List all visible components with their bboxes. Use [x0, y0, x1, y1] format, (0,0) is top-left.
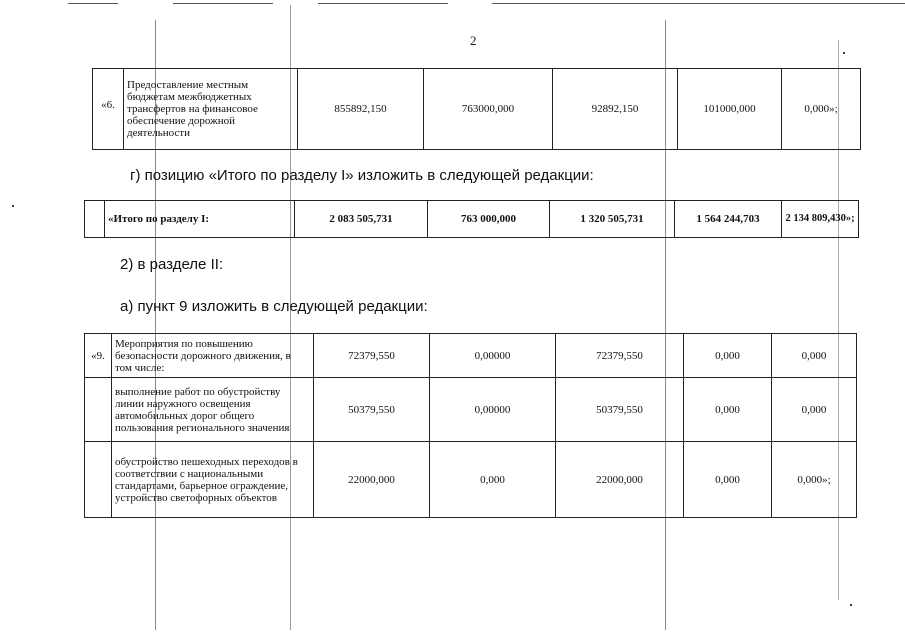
row-number: «9.: [85, 334, 112, 378]
scan-edge-line: [173, 3, 273, 4]
value-cell: 0,000: [430, 442, 556, 518]
value-cell: 763000,000: [424, 69, 553, 150]
value-cell: 50379,550: [314, 378, 430, 442]
value-cell: 101000,000: [678, 69, 782, 150]
table-item-6: [92, 68, 861, 150]
value-cell: 0,000: [772, 334, 857, 378]
value-cell: 50379,550: [556, 378, 684, 442]
value-cell: 0,00000: [430, 334, 556, 378]
value-cell: 92892,150: [553, 69, 678, 150]
value-cell: 2 134 809,430»;: [782, 201, 859, 238]
value-cell: 0,000»;: [782, 69, 861, 150]
table-item-9: [84, 333, 857, 518]
value-cell: 0,000: [684, 334, 772, 378]
value-cell: 1 564 244,703: [675, 201, 782, 238]
row-name: обустройство пешеходных переходов в соответствии с национальными стандартами, барьерное ограждение, устройство светофорных объектов: [112, 442, 314, 518]
value-cell: 2 083 505,731: [295, 201, 428, 238]
value-cell: 0,00000: [430, 378, 556, 442]
row-number: [85, 442, 112, 518]
row-name: Предоставление местным бюджетам межбюджетных трансфертов на финансовое обеспечение дорожной деятельности: [124, 69, 298, 150]
value-cell: 0,000: [772, 378, 857, 442]
scan-edge-line: [318, 3, 448, 4]
value-cell: 855892,150: [298, 69, 424, 150]
value-cell: 0,000: [684, 442, 772, 518]
scan-speck: [12, 205, 14, 207]
value-cell: 72379,550: [556, 334, 684, 378]
table-row: [93, 69, 861, 150]
value-cell: 0,000: [684, 378, 772, 442]
page-number: 2: [470, 33, 477, 48]
value-cell: 1 320 505,731: [550, 201, 675, 238]
table-row: [85, 378, 857, 442]
table-row: [85, 442, 857, 518]
scan-speck: [843, 52, 845, 54]
scan-edge-line: [68, 3, 118, 4]
value-cell: 22000,000: [314, 442, 430, 518]
scan-edge-line: [492, 3, 905, 4]
value-cell: 22000,000: [556, 442, 684, 518]
total-label: «Итого по разделу I:: [105, 201, 295, 238]
table-total-section-1: [84, 200, 859, 238]
row-number: [85, 378, 112, 442]
row-number: «6.: [93, 69, 124, 150]
value-cell: 0,000»;: [772, 442, 857, 518]
paragraph-g: г) позицию «Итого по разделу I» изложить в следующей редакции:: [130, 167, 594, 184]
value-cell: 72379,550: [314, 334, 430, 378]
table-row: [85, 201, 859, 238]
value-cell: 763 000,000: [428, 201, 550, 238]
paragraph-a: а) пункт 9 изложить в следующей редакции:: [120, 298, 428, 315]
table-row: [85, 334, 857, 378]
row-name: Мероприятия по повышению безопасности дорожного движения, в том числе:: [112, 334, 314, 378]
row-name: выполнение работ по обустройству линии наружного освещения автомобильных дорог общего пользования регионального значения: [112, 378, 314, 442]
scan-speck: [850, 604, 852, 606]
row-number: [85, 201, 105, 238]
paragraph-section-2: 2) в разделе II:: [120, 256, 224, 273]
